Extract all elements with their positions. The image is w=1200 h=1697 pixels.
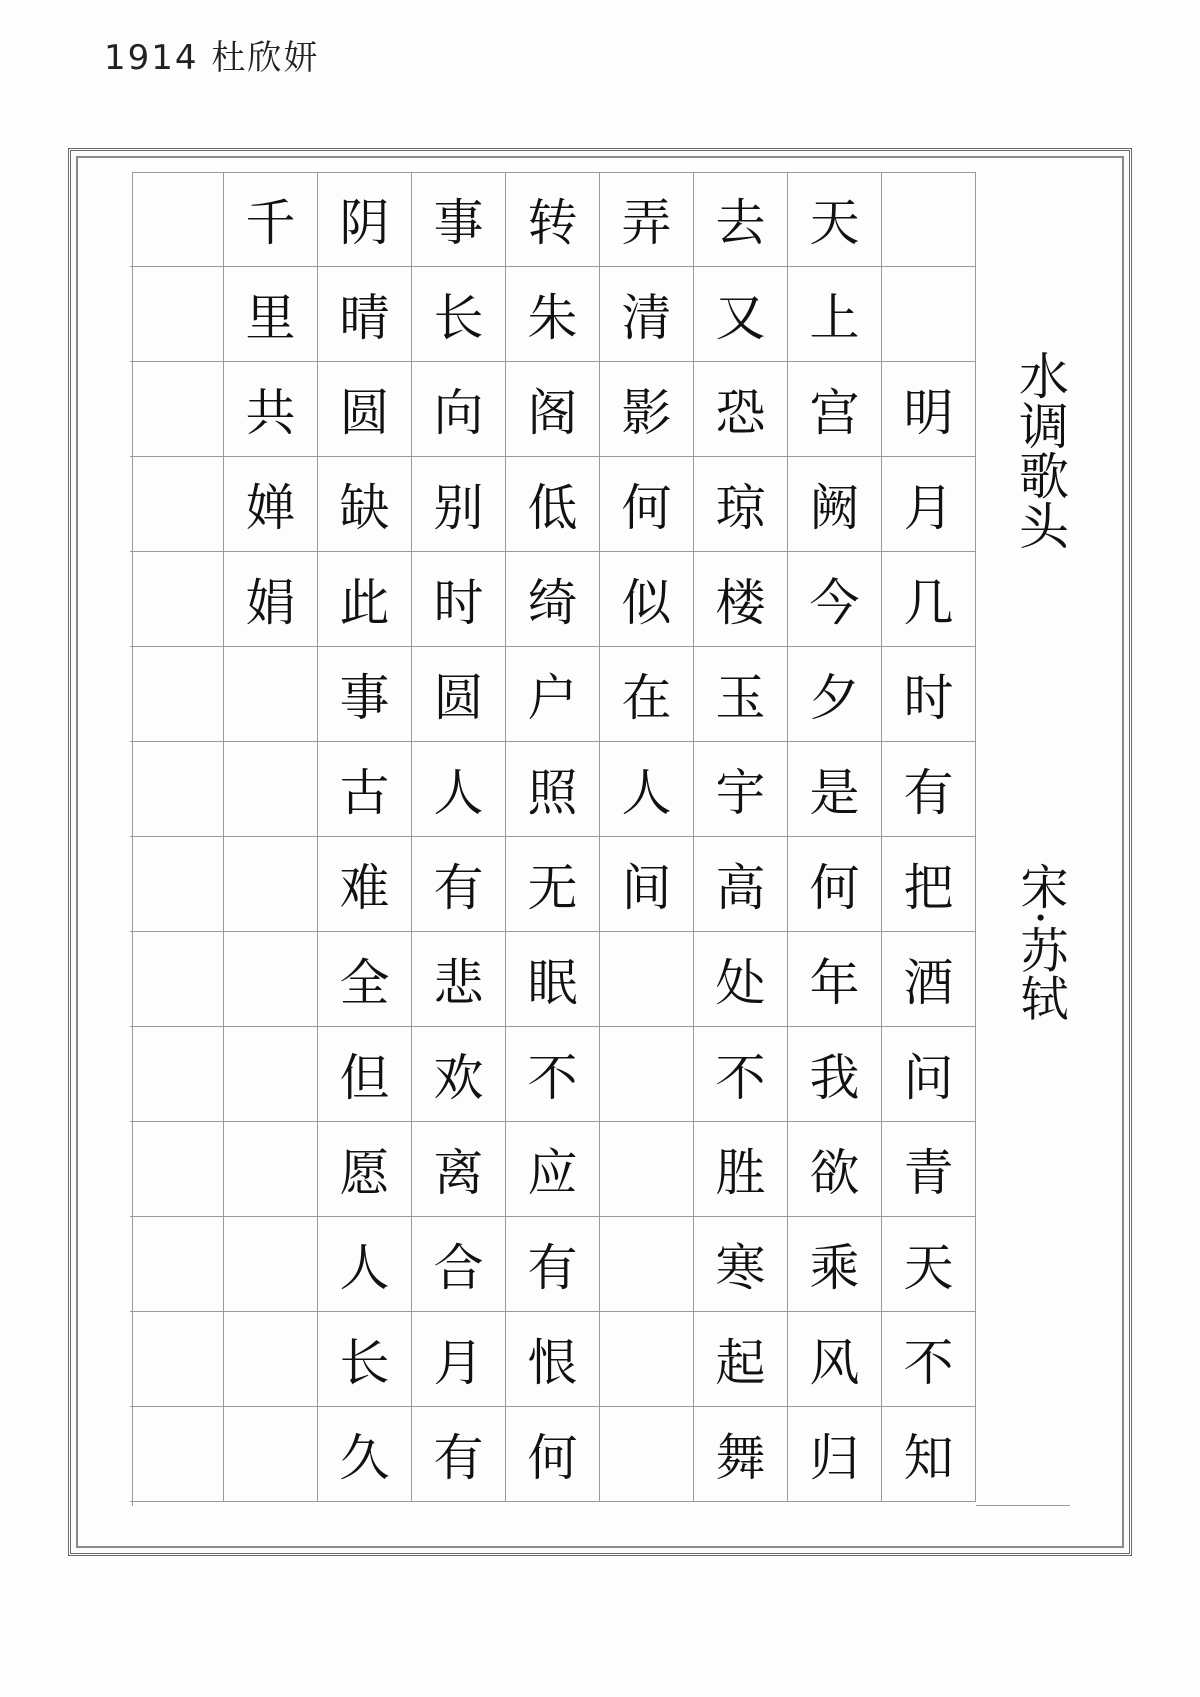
grid-cell — [130, 172, 224, 267]
grid-cell: 欢 — [412, 1027, 506, 1122]
grid-cell: 应 — [506, 1122, 600, 1217]
grid-column — [694, 172, 788, 1506]
grid-cell — [224, 932, 318, 1027]
grid-cell: 事 — [318, 647, 412, 742]
grid-cell — [130, 1122, 224, 1217]
grid-cell: 阙 — [788, 457, 882, 552]
grid-cell — [130, 932, 224, 1027]
grid-cell: 上 — [788, 267, 882, 362]
grid-cell: 全 — [318, 932, 412, 1027]
grid-column — [224, 172, 318, 1506]
grid-cell: 宫 — [788, 362, 882, 457]
grid-cell: 圆 — [412, 647, 506, 742]
grid-cell: 向 — [412, 362, 506, 457]
grid-cell: 寒 — [694, 1217, 788, 1312]
grid-cell — [130, 362, 224, 457]
grid-cell: 人 — [412, 742, 506, 837]
grid-cell: 圆 — [318, 362, 412, 457]
grid-cell: 几 — [882, 552, 976, 647]
grid-cell: 朱 — [506, 267, 600, 362]
grid-cell: 长 — [318, 1312, 412, 1407]
grid-cell: 悲 — [412, 932, 506, 1027]
poem-title: 水调歌头 — [1011, 350, 1069, 550]
grid-column — [318, 172, 412, 1506]
grid-cell: 千 — [224, 172, 318, 267]
grid-cell: 有 — [882, 742, 976, 837]
grid-cell: 起 — [694, 1312, 788, 1407]
grid-cell: 玉 — [694, 647, 788, 742]
grid-cell — [882, 267, 976, 362]
grid-cell — [130, 837, 224, 932]
grid-cell: 户 — [506, 647, 600, 742]
grid-cell: 是 — [788, 742, 882, 837]
grid-cell: 在 — [600, 647, 694, 742]
grid-cell: 青 — [882, 1122, 976, 1217]
grid-cell: 又 — [694, 267, 788, 362]
grid-cell: 时 — [882, 647, 976, 742]
grid-cell: 难 — [318, 837, 412, 932]
grid-cell: 清 — [600, 267, 694, 362]
grid-cell: 低 — [506, 457, 600, 552]
grid-cell: 间 — [600, 837, 694, 932]
grid-cell — [224, 1312, 318, 1407]
grid-cell — [600, 1027, 694, 1122]
grid-cell: 宇 — [694, 742, 788, 837]
grid-column — [130, 172, 224, 1506]
grid-cell: 今 — [788, 552, 882, 647]
grid-cell: 无 — [506, 837, 600, 932]
grid-cell: 归 — [788, 1407, 882, 1502]
grid-cell: 问 — [882, 1027, 976, 1122]
grid-cell — [600, 1312, 694, 1407]
grid-cell: 夕 — [788, 647, 882, 742]
grid-cell: 但 — [318, 1027, 412, 1122]
grid-cell: 琼 — [694, 457, 788, 552]
grid-cell — [600, 932, 694, 1027]
grid-cell: 转 — [506, 172, 600, 267]
poem-author: 宋·苏轼 — [1012, 862, 1068, 1022]
grid-cell: 天 — [788, 172, 882, 267]
grid-cell: 似 — [600, 552, 694, 647]
grid-cell — [224, 837, 318, 932]
grid-cell: 舞 — [694, 1407, 788, 1502]
grid-cell: 风 — [788, 1312, 882, 1407]
grid-cell — [882, 172, 976, 267]
grid-cell: 酒 — [882, 932, 976, 1027]
grid-cell: 合 — [412, 1217, 506, 1312]
title-column — [976, 172, 1070, 1506]
grid-cell: 天 — [882, 1217, 976, 1312]
grid-cell: 婵 — [224, 457, 318, 552]
grid-cell — [224, 647, 318, 742]
grid-cell — [130, 1312, 224, 1407]
grid-cell: 有 — [412, 1407, 506, 1502]
grid-cell: 人 — [318, 1217, 412, 1312]
grid-column — [506, 172, 600, 1506]
grid-cell: 高 — [694, 837, 788, 932]
grid-cell: 楼 — [694, 552, 788, 647]
grid-cell: 何 — [506, 1407, 600, 1502]
grid-cell: 里 — [224, 267, 318, 362]
grid-cell: 恨 — [506, 1312, 600, 1407]
grid-cell: 离 — [412, 1122, 506, 1217]
grid-cell — [130, 1407, 224, 1502]
grid-cell — [130, 552, 224, 647]
grid-cell: 何 — [788, 837, 882, 932]
grid-cell: 愿 — [318, 1122, 412, 1217]
grid-cell: 把 — [882, 837, 976, 932]
grid-cell — [224, 1122, 318, 1217]
grid-cell: 长 — [412, 267, 506, 362]
grid-cell: 娟 — [224, 552, 318, 647]
grid-cell: 处 — [694, 932, 788, 1027]
grid-cell: 胜 — [694, 1122, 788, 1217]
grid-cell: 缺 — [318, 457, 412, 552]
grid-cell: 别 — [412, 457, 506, 552]
grid-cell: 绮 — [506, 552, 600, 647]
grid-cell: 有 — [506, 1217, 600, 1312]
grid-cell: 我 — [788, 1027, 882, 1122]
grid-cell: 阁 — [506, 362, 600, 457]
grid-cell — [130, 457, 224, 552]
grid-cell: 年 — [788, 932, 882, 1027]
grid-cell — [130, 1217, 224, 1312]
grid-cell — [224, 1217, 318, 1312]
grid-cell — [130, 647, 224, 742]
calligraphy-grid — [132, 172, 1070, 1506]
grid-cell: 明 — [882, 362, 976, 457]
grid-cell: 古 — [318, 742, 412, 837]
grid-cell: 人 — [600, 742, 694, 837]
grid-cell: 有 — [412, 837, 506, 932]
grid-cell: 不 — [506, 1027, 600, 1122]
grid-cell — [130, 742, 224, 837]
grid-cell: 时 — [412, 552, 506, 647]
grid-cell: 久 — [318, 1407, 412, 1502]
grid-cell — [224, 742, 318, 837]
grid-cell — [600, 1217, 694, 1312]
grid-cell: 事 — [412, 172, 506, 267]
grid-column — [600, 172, 694, 1506]
grid-cell: 何 — [600, 457, 694, 552]
grid-cell: 共 — [224, 362, 318, 457]
grid-cell: 不 — [694, 1027, 788, 1122]
grid-cell: 欲 — [788, 1122, 882, 1217]
grid-cell: 此 — [318, 552, 412, 647]
grid-cell: 阴 — [318, 172, 412, 267]
grid-cell: 去 — [694, 172, 788, 267]
grid-cell: 乘 — [788, 1217, 882, 1312]
grid-cell: 眠 — [506, 932, 600, 1027]
grid-cell: 弄 — [600, 172, 694, 267]
grid-column — [412, 172, 506, 1506]
grid-cell — [224, 1027, 318, 1122]
grid-cell: 不 — [882, 1312, 976, 1407]
grid-cell: 晴 — [318, 267, 412, 362]
grid-cell — [224, 1407, 318, 1502]
grid-column — [882, 172, 976, 1506]
grid-cell — [600, 1407, 694, 1502]
grid-cell: 月 — [412, 1312, 506, 1407]
grid-cell: 月 — [882, 457, 976, 552]
grid-cell — [600, 1122, 694, 1217]
grid-cell: 知 — [882, 1407, 976, 1502]
grid-column — [788, 172, 882, 1506]
grid-cell: 照 — [506, 742, 600, 837]
grid-cell — [130, 267, 224, 362]
grid-cell: 恐 — [694, 362, 788, 457]
grid-cell — [130, 1027, 224, 1122]
grid-cell: 影 — [600, 362, 694, 457]
handwritten-id-name: 1914 杜欣妍 — [104, 38, 320, 78]
